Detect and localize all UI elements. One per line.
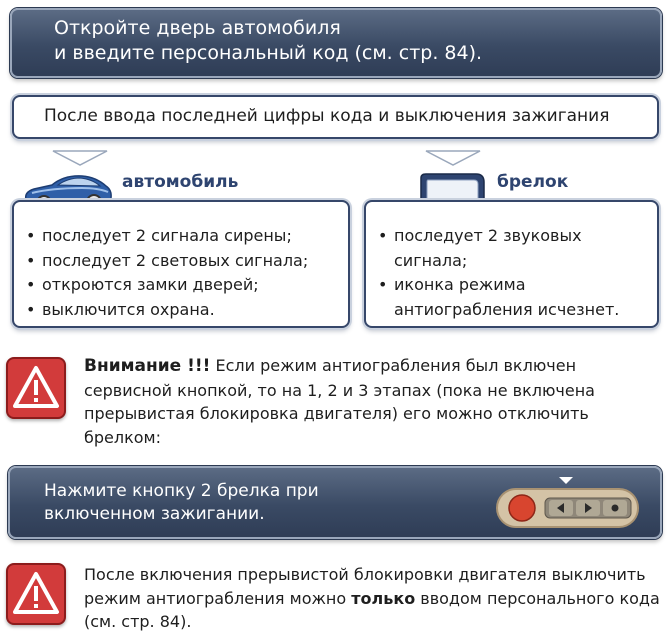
down-arrow-icon: [52, 150, 108, 166]
warning2-part1: После включения прерывистой блокировки двигателя выключить режим антиограбления можно: [84, 565, 646, 608]
warning-text-2: [84, 563, 664, 634]
car-result-box: [12, 200, 350, 328]
car-title: автомобиль: [122, 172, 239, 192]
warning2-bold: только: [351, 588, 416, 608]
list-item: • последует 2 сигнала сирены;: [26, 224, 348, 249]
list-item: • откроются замки дверей;: [26, 273, 348, 298]
fob-result-list: [378, 224, 657, 322]
fob-result-box: [364, 200, 659, 328]
step-open-door-box: [10, 8, 662, 78]
step-open-line-2: и введите персональный код (см. стр. 84).: [54, 42, 483, 64]
remote-control-icon: [495, 476, 640, 532]
car-result-list: [26, 224, 348, 322]
warning-text-1: [84, 354, 664, 449]
press-line-1: Нажмите кнопку 2 брелка при: [44, 481, 319, 501]
warning2-part2: вводом персонального кода (см. стр. 84).: [84, 588, 660, 631]
warning-icon: [6, 563, 66, 625]
step-after-code-box: [12, 95, 659, 139]
warning-body: Если режим антиограбления был включен сервисной кнопкой, то на 1, 2 и 3 этапах (пока не включена прерывистая блокировка двигателя) его можно отключить брелком:: [84, 356, 595, 447]
down-arrow-icon: [425, 150, 481, 166]
list-item: • последует 2 световых сигнала;: [26, 249, 348, 274]
warning-icon: [6, 357, 66, 419]
list-item: • выключится охрана.: [26, 298, 348, 323]
warning-label: Внимание !!!: [84, 356, 211, 376]
step-open-line-1: Откройте дверь автомобиля: [54, 17, 341, 39]
step-after-text: После ввода последней цифры кода и выключения зажигания: [44, 106, 610, 126]
list-item: • иконка режима антиограбления исчезнет.: [378, 273, 644, 322]
list-item: • последует 2 звуковых сигнала;: [378, 224, 629, 273]
press-line-2: включенном зажигании.: [44, 504, 265, 524]
fob-title: брелок: [497, 172, 569, 192]
